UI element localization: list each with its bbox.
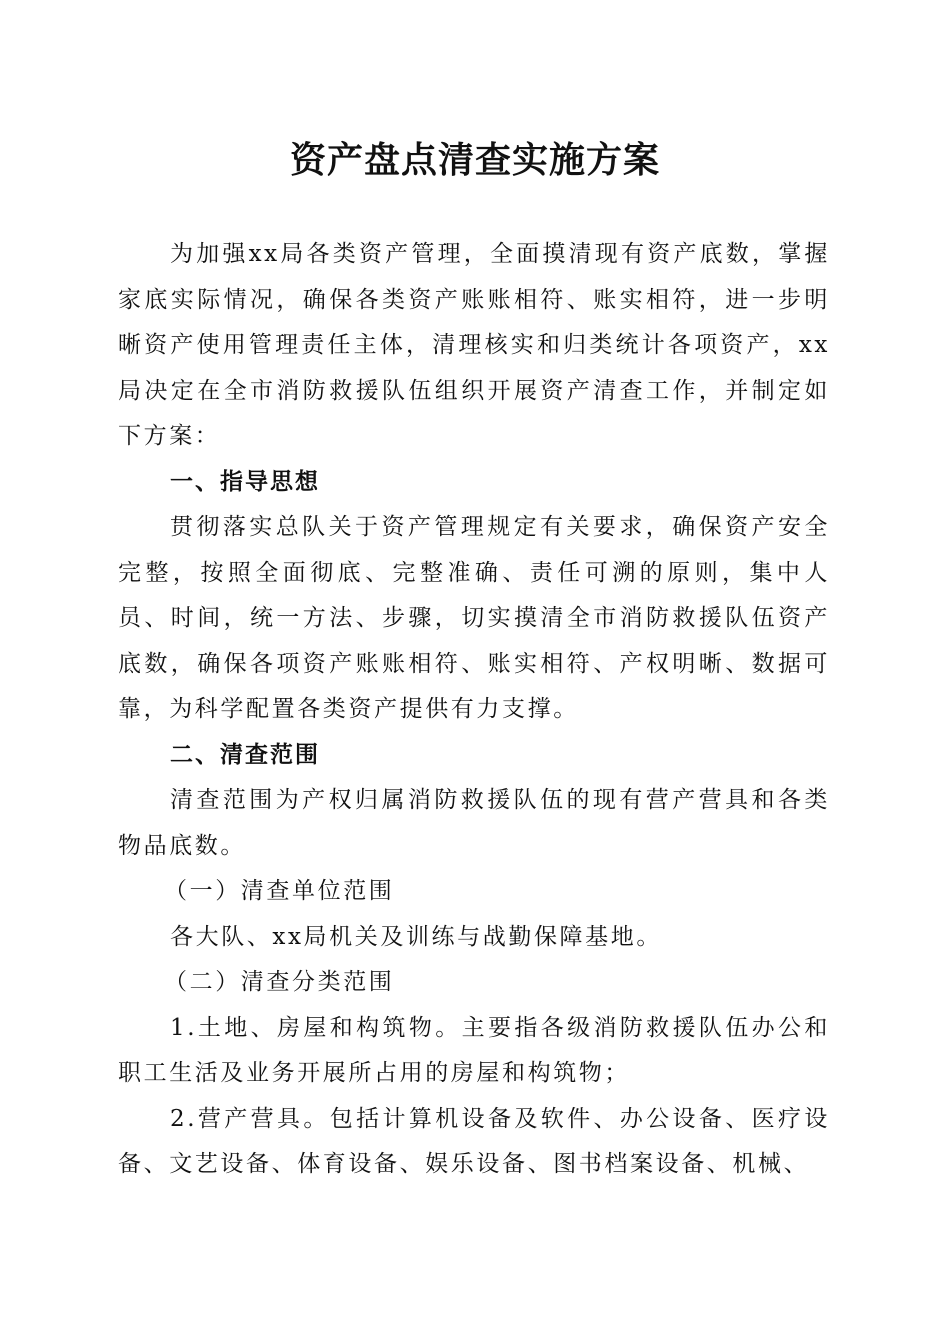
section-2-heading: 二、清查范围 bbox=[170, 741, 320, 768]
list-item-1: 1.土地、房屋和构筑物。主要指各级消防救援队伍办公和职工生活及业务开展所占用的房屋和构筑物； bbox=[118, 1014, 830, 1086]
subsection-2-heading: （二）清查分类范围 bbox=[164, 969, 395, 995]
section-1-paragraph: 贯彻落实总队关于资产管理规定有关要求，确保资产安全完整，按照全面彻底、完整准确、责任可溯的原则，集中人员、时间，统一方法、步骤，切实摸清全市消防救援队伍资产底数，确保各项资产账账相符、账实相符、产权明晰、数据可靠，为科学配置各类资产提供有力支撑。 bbox=[118, 514, 830, 722]
document-title: 资产盘点清查实施方案 bbox=[289, 139, 660, 181]
subsection-1-paragraph: 各大队、xx局机关及训练与战勤保障基地。 bbox=[170, 923, 662, 950]
intro-paragraph: 为加强xx局各类资产管理，全面摸清现有资产底数，掌握家底实际情况，确保各类资产账账相符、账实相符，进一步明晰资产使用管理责任主体，清理核实和归类统计各项资产，xx局决定在全市消防救援队伍组织开展资产清查工作，并制定如下方案： bbox=[118, 241, 830, 449]
list-item-2: 2.营产营具。包括计算机设备及软件、办公设备、医疗设备、文艺设备、体育设备、娱乐设备、图书档案设备、机械、 bbox=[118, 1105, 830, 1177]
section-2-paragraph: 清查范围为产权归属消防救援队伍的现有营产营具和各类物品底数。 bbox=[118, 787, 830, 859]
document-body bbox=[118, 232, 830, 1188]
subsection-1-heading: （一）清查单位范围 bbox=[164, 878, 395, 904]
section-1-heading: 一、指导思想 bbox=[170, 468, 320, 495]
